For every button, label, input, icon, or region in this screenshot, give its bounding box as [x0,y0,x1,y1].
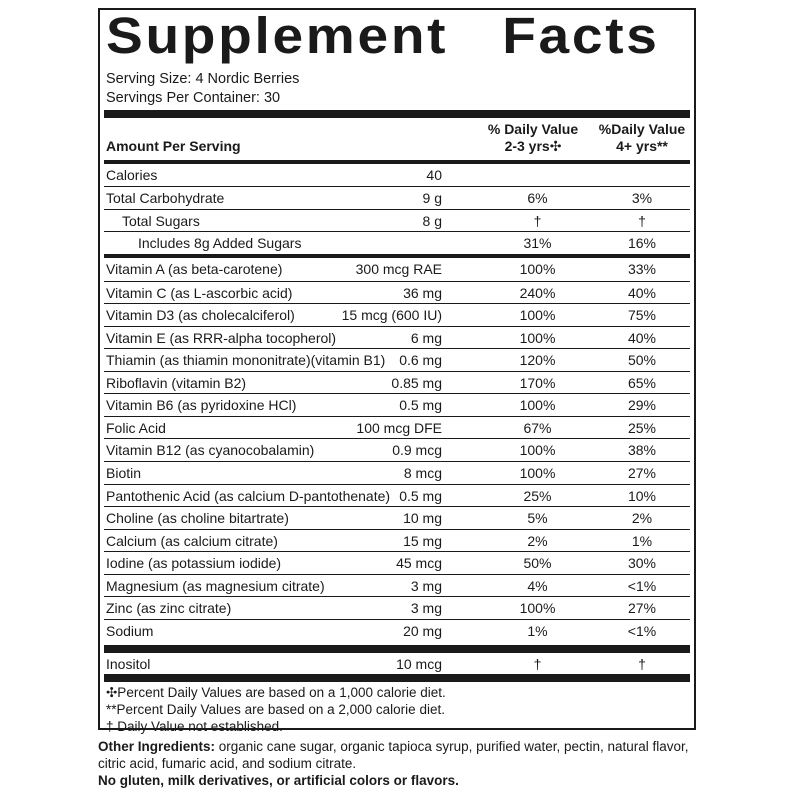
nutrient-amount: 0.9 mcg [392,442,442,459]
nutrient-name: Pantothenic Acid (as calcium D-pantothenate) [106,487,391,504]
nutrient-name: Calcium (as calcium citrate) [106,532,278,549]
nutrient-name: Vitamin C (as L-ascorbic acid) [106,284,293,301]
nutrient-row [104,393,690,416]
nutrient-row [104,231,690,254]
other-ingredients-label: Other Ingredients: [98,739,216,754]
nutrient-dv-adults: 30% [627,555,657,572]
nutrient-amount: 300 mcg RAE [355,261,442,277]
nutrient-dv-children: 240% [519,284,556,301]
nutrient-name: Riboflavin (vitamin B2) [106,374,247,391]
nutrient-row [104,574,690,597]
nutrient-row [104,529,690,552]
nutrient-dv-adults: † [638,656,646,672]
nutrient-dv-adults: 65% [627,374,657,391]
nutrient-dv-adults: 27% [627,600,657,617]
dv-children-heading-line2: 2-3 yrs✣ [504,138,562,154]
nutrient-amount: 40 [426,167,442,183]
other-ingredients [98,739,698,772]
nutrient-amount: 36 mg [403,284,442,301]
nutrient-dv-children: 100% [519,261,556,277]
nutrient-dv-adults: 40% [627,329,657,346]
nutrient-amount: 100 mcg DFE [356,419,442,436]
nutrient-dv-children: 100% [519,442,556,459]
supplement-facts-panel [98,7,696,734]
nutrient-dv-adults: <1% [627,622,657,639]
nutrient-dv-adults: 29% [627,397,657,414]
nutrient-row [104,348,690,371]
nutrient-dv-adults: 27% [627,464,657,481]
nutrient-dv-adults: 10% [627,487,657,504]
nutrient-dv-children: 120% [519,352,556,369]
nutrient-amount: 15 mg [403,532,442,549]
nutrient-row [104,484,690,507]
nutrient-name: Folic Acid [106,419,166,436]
nutrient-name: Sodium [106,622,154,639]
nutrient-name: Biotin [106,464,142,481]
nutrient-dv-adults: 1% [631,532,653,549]
nutrient-dv-adults: 38% [627,442,657,459]
nutrient-dv-children: † [533,656,542,672]
nutrient-amount: 10 mg [403,510,442,527]
nutrient-row [104,596,690,619]
nutrient-row [104,371,690,394]
nutrient-name: Total Sugars [122,212,200,229]
dv-children-heading [472,121,594,155]
nutrient-dv-adults: 33% [627,261,657,277]
nutrient-name: Vitamin A (as beta-carotene) [106,261,283,277]
nutrient-dv-children: 25% [523,487,552,504]
dv-children-heading-line1: % Daily Value [487,121,579,137]
divider-footnotes [104,674,690,682]
nutrient-row [104,303,690,326]
nutrient-name: Vitamin B12 (as cyanocobalamin) [106,442,315,459]
nutrient-name: Choline (as choline bitartrate) [106,510,289,527]
nutrient-amount: 10 mcg [396,656,442,672]
nutrient-dv-children: 4% [527,577,548,594]
nutrient-dv-children: 100% [519,600,556,617]
nutrient-name: Inositol [106,656,151,672]
nutrient-row [104,416,690,439]
nutrient-dv-adults: 2% [631,510,653,527]
nutrient-dv-children: 100% [519,397,556,414]
nutrient-amount: 0.5 mg [399,397,442,414]
nutrient-name: Thiamin (as thiamin mononitrate)(vitamin B1) [106,352,386,369]
nutrient-dv-children: 6% [527,190,548,207]
divider-thick [104,110,690,118]
nutrient-amount: 3 mg [410,600,442,617]
nutrient-amount: 45 mcg [396,555,442,572]
serving-size: Serving Size: 4 Nordic Berries [106,71,300,87]
nutrient-dv-children: 1% [527,622,548,639]
nutrient-row [104,438,690,461]
nutrient-dv-adults: 25% [627,419,657,436]
footnote-2000-calorie: **Percent Daily Values are based on a 2,000 calorie diet. [106,702,445,717]
nutrient-name: Iodine (as potassium iodide) [106,555,282,572]
nutrient-dv-children: 100% [519,307,556,324]
other-ingredients-text: organic cane sugar, organic tapioca syrup, purified water, pectin, natural flavor, citric acid, fumaric acid, and sodium citrate. [98,739,689,771]
nutrient-dv-children: 31% [523,235,552,252]
nutrient-dv-adults: 16% [627,235,657,252]
nutrient-row [104,619,690,642]
nutrient-row [104,551,690,574]
dv-adults-heading [592,121,692,155]
nutrient-dv-adults: <1% [627,577,657,594]
nutrient-row [104,281,690,304]
nutrient-row [104,164,690,186]
divider-other [104,645,690,653]
nutrient-dv-adults: 75% [627,307,657,324]
dv-adults-heading-line2: 4+ yrs** [616,138,668,154]
nutrient-dv-adults: 40% [627,284,657,301]
nutrient-name: Includes 8g Added Sugars [138,235,302,252]
nutrient-name: Total Carbohydrate [106,190,225,207]
nutrient-row [104,461,690,484]
panel-title: Supplement Facts [106,7,660,64]
nutrient-name: Calories [106,167,158,183]
nutrient-amount: 6 mg [410,329,442,346]
nutrient-row [104,186,690,209]
nutrient-amount: 8 g [422,212,442,229]
nutrient-amount: 0.6 mg [399,352,442,369]
nutrient-amount: 0.85 mg [391,374,442,391]
nutrient-amount: 8 mcg [403,464,442,481]
footnote-1000-calorie: ✣Percent Daily Values are based on a 1,000 calorie diet. [106,685,446,700]
allergen-statement: No gluten, milk derivatives, or artificial colors or flavors. [98,773,459,788]
nutrient-amount: 0.5 mg [399,487,442,504]
nutrient-row-inositol [104,653,690,675]
nutrient-row [104,258,690,280]
nutrient-amount: 9 g [422,190,442,207]
nutrient-name: Vitamin E (as RRR-alpha tocopherol) [106,329,337,346]
nutrient-row [104,326,690,349]
nutrient-row [104,506,690,529]
nutrient-name: Zinc (as zinc citrate) [106,600,232,617]
nutrient-dv-children: 170% [519,374,556,391]
nutrient-dv-children: † [533,212,542,229]
nutrient-dv-adults: 50% [627,352,657,369]
nutrient-dv-children: 2% [527,532,548,549]
nutrient-amount: 3 mg [410,577,442,594]
nutrient-amount: 15 mcg (600 IU) [341,307,442,324]
nutrient-name: Vitamin B6 (as pyridoxine HCl) [106,397,297,414]
nutrient-dv-children: 50% [523,555,552,572]
nutrient-row [104,209,690,232]
amount-per-serving-heading: Amount Per Serving [106,138,241,154]
footnotes [106,684,446,735]
nutrient-dv-children: 67% [523,419,552,436]
nutrient-dv-adults: † [638,212,646,229]
servings-per-container: Servings Per Container: 30 [106,90,281,106]
footnote-not-established: † Daily Value not established. [106,719,283,734]
nutrient-dv-children: 100% [519,464,556,481]
nutrient-amount: 20 mg [403,622,442,639]
nutrient-name: Magnesium (as magnesium citrate) [106,577,325,594]
nutrient-name: Vitamin D3 (as cholecalciferol) [106,307,295,324]
nutrient-dv-children: 100% [519,329,556,346]
dv-adults-heading-line1: %Daily Value [598,121,686,137]
nutrient-dv-adults: 3% [631,190,653,207]
nutrient-dv-children: 5% [527,510,548,527]
